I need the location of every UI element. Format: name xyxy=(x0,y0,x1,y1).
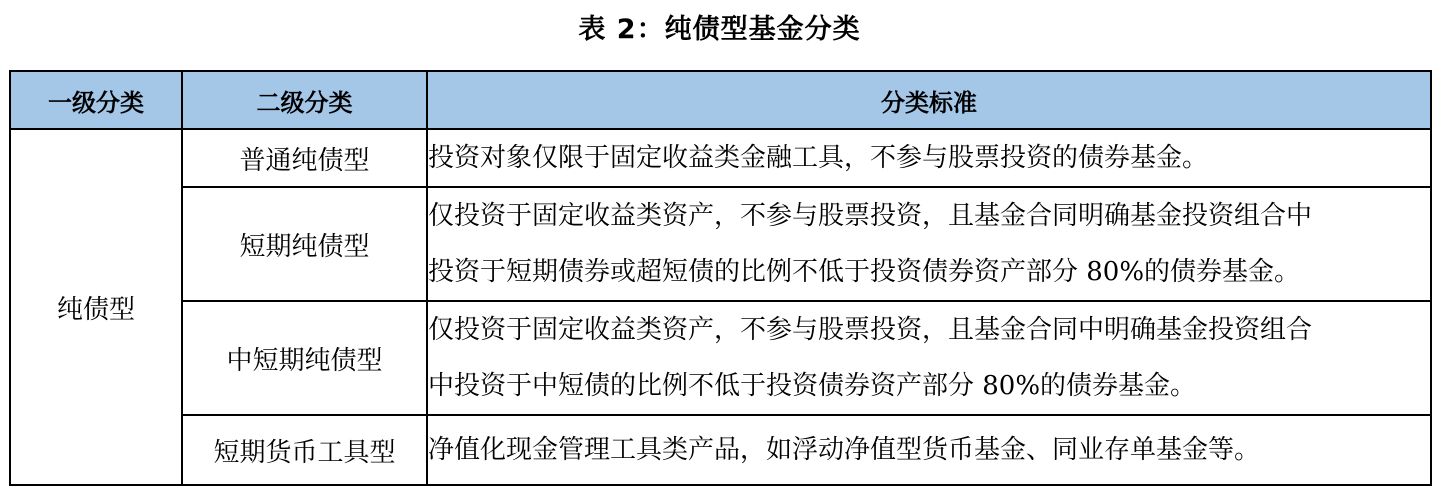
criteria-cell xyxy=(427,415,1431,485)
header-criteria: 分类标准 xyxy=(427,71,1431,129)
level2-category-cell: 中短期纯债型 xyxy=(182,301,427,415)
criteria-cell xyxy=(427,129,1431,187)
level2-category-cell: 短期纯债型 xyxy=(182,187,427,301)
criteria-line: 仅投资于固定收益类资产，不参与股票投资，且基金合同中明确基金投资组合 xyxy=(428,315,1313,345)
criteria-cell xyxy=(427,301,1431,415)
level2-category-cell: 短期货币工具型 xyxy=(182,415,427,485)
table-row xyxy=(10,187,1431,301)
level2-category-cell: 普通纯债型 xyxy=(182,129,427,187)
criteria-line: 仅投资于固定收益类资产，不参与股票投资，且基金合同明确基金投资组合中 xyxy=(428,201,1313,231)
criteria-line: 中投资于中短债的比例不低于投资债券资产部分 80%的债券基金。 xyxy=(428,371,1197,401)
table-title: 表 2：纯债型基金分类 xyxy=(578,14,861,45)
fund-classification-table xyxy=(9,70,1432,486)
level1-category-cell: 纯债型 xyxy=(10,129,182,485)
header-level2: 二级分类 xyxy=(182,71,427,129)
table-row xyxy=(10,129,1431,187)
criteria-line: 投资于短期债券或超短债的比例不低于投资债券资产部分 80%的债券基金。 xyxy=(428,257,1301,287)
header-level1: 一级分类 xyxy=(10,71,182,129)
criteria-cell xyxy=(427,187,1431,301)
table-row xyxy=(10,415,1431,485)
criteria-line: 投资对象仅限于固定收益类金融工具，不参与股票投资的债券基金。 xyxy=(428,143,1209,173)
criteria-line: 净值化现金管理工具类产品，如浮动净值型货币基金、同业存单基金等。 xyxy=(428,435,1261,465)
table-row xyxy=(10,301,1431,415)
table-header-row xyxy=(10,71,1431,129)
